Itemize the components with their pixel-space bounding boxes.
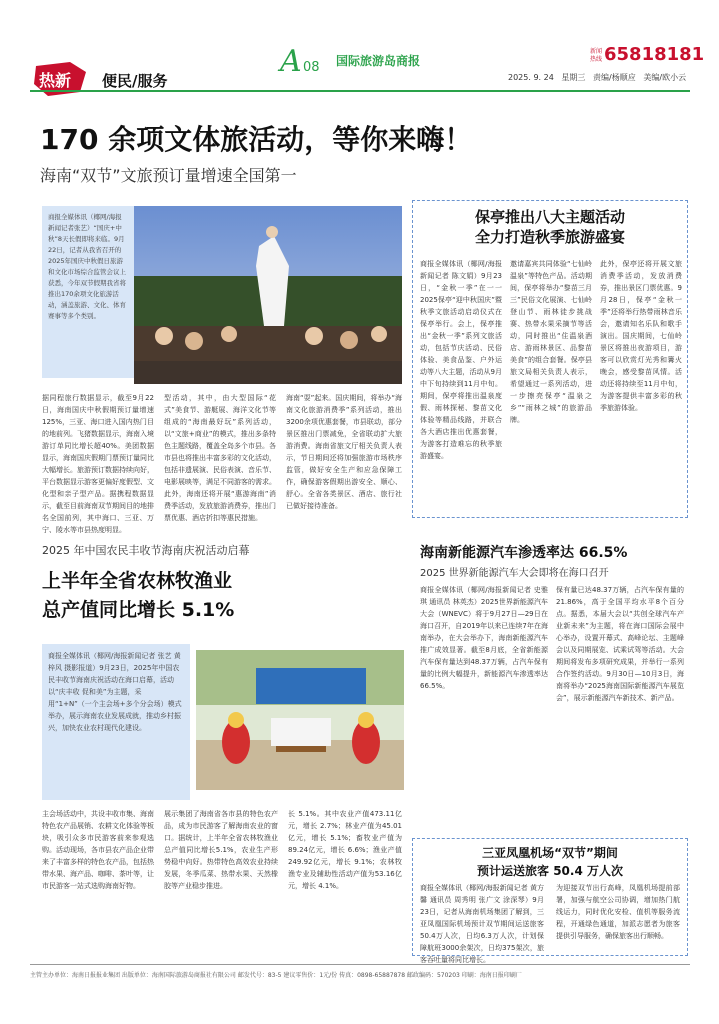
lead-body-col2: 型活动，其中，由大型国际“花式”美食节、游艇展、海洋文化节等组成的“海南最好玩”系列活动，以“文旅+商业”的模式，推出多条特色主题线路，覆盖全岛多个市县。各市县也将推出丰富多彩的文化活动，包括非遗展演、民俗表演、音乐节、电影展映等，满足不同游客的需求。此外，海南还将开展“惠游海南”消费季活动，发放旅游消费券，推出门票优惠、酒店折扣等惠民措施。 — [164, 394, 276, 522]
agri-photo — [196, 650, 404, 790]
airport-headline-1: 三亚凤凰机场“双节”期间 — [482, 846, 618, 860]
baoting-body-col1: 商报全媒体讯（椰网/海报新闻记者 陈文娟）9月23日，“金秋一季”在一一2025保亭“迎中秋国庆”暨秋季文旅活动启动仪式在保亭举行。会上，保亭推出“金秋一季”系列文旅活动，包括节庆活动、民俗体验、美食品鉴、户外运动等八大主题，活动从9月中下旬持续到11月中旬。期间，保亭将推出温泉度假、雨林探秘、黎苗文化体验等精品线路，并联合各大酒店推出优惠套餐，为游客打造难忘的秋季旅游盛宴。 — [420, 260, 502, 460]
agri-body-col3: 长 5.1%。其中农业产值473.11亿元，增长 2.7%；林业产值为45.01亿元，增长 5.1%；畜牧业产值为89.24亿元，增长 6.6%；渔业产值 249.92亿元，增长 9.1%；农林牧渔专业及辅助性活动产值为53.16亿元，增长 4.1%。 — [288, 810, 402, 890]
agri-headline-2: 总产值同比增长 5.1% — [42, 599, 235, 621]
agri-kicker: 2025 年中国农民丰收节海南庆祝活动启幕 — [42, 544, 250, 557]
section-logo-text: 热新 — [39, 71, 72, 90]
baoting-body-col2: 邀请嘉宾共同体验“七仙岭温泉”等特色产品。活动期间，保亭将举办“黎苗三月三”民俗文化展演、七仙岭登山节、雨林徒步挑战赛、热带水果采摘节等活动，同时推出“住温泉酒店、游雨林景区、品黎苗美食”的组合套餐。保亭县旅文局相关负责人表示，希望通过一系列活动，进一步擦亮保亭“温泉之乡”“雨林之城”的旅游品牌。 — [510, 260, 592, 424]
footer-rule — [30, 964, 690, 965]
ev-body-col2: 保有量已达48.37万辆，占汽车保有量的21.86%，高于全国平均水平8个百分点。据悉，本届大会以“共创全球汽车产业新未来”为主题，将在海口国际会展中心举办，设置开幕式、高峰论坛、主题峰会以及同期展览、试乘试驾等活动。大会期间将发布多项研究成果，并举行一系列合作签约活动。9月30日—10月3日，海南将举办“2025海南国际新能源汽车展览会”，展示新能源汽车新技术、新产品。 — [556, 586, 684, 702]
agri-intro-box — [42, 644, 190, 800]
agri-photo-image — [196, 650, 404, 790]
airport-headline-2: 预计运送旅客 50.4 万人次 — [477, 864, 623, 878]
page-letter: A — [280, 44, 302, 79]
lead-subhead: 海南“双节”文旅预订量增速全国第一 — [40, 166, 297, 185]
agri-body-col1: 主会场活动中，共设丰收市集、海南特色农产品展销、农耕文化体验等板块，吸引众多市民游客前来参观选购。活动现场，各市县农产品企业带来了丰富多样的特色农产品，包括热带水果、海产品、咖啡、茶叶等，让市民游客一站式选购海南好物。 — [42, 810, 154, 890]
hotline-label-bottom: 热线 — [590, 56, 603, 63]
ev-body-col1: 商报全媒体讯（椰网/海报新闻记者 史雅琪 通讯员 林英杰）2025世界新能源汽车大会（WNEVC）将于9月27日—29日在海口召开，自2019年以来已连续7年在海南举办，在大会举办下，海南新能源汽车推广成效显著。截至8月底，全省新能源汽车保有量达到48.37万辆，占汽车保有量的比例大幅提升，新能源汽车渗透率达66.5%。 — [420, 586, 548, 690]
baoting-headline-2: 全力打造秋季旅游盛宴 — [474, 228, 625, 246]
page-number: 08 — [303, 60, 320, 75]
section-logo — [30, 58, 90, 98]
baoting-body-col3: 此外，保亭还将开展文旅消费季活动，发放消费券，推出景区门票优惠。9月28日，保亭“金秋一季”还将举行热带雨林音乐会，邀请知名乐队和歌手演出。国庆期间，七仙岭景区将推出夜游项目，游客可以欣赏灯光秀和篝火晚会，感受黎苗风情。活动还将持续至11月中旬，为游客提供丰富多彩的秋季旅游体验。 — [600, 260, 682, 412]
paper-name: 国际旅游岛商报 — [336, 54, 421, 68]
airport-body-col1: 商报全媒体讯（椰网/海报新闻记者 黄方馨 通讯员 周秀明 张广文 涂深琴）9月23日，记者从海南机场集团了解到，三亚凤凰国际机场预计双节期间运送旅客50.4万人次，日均6.3万人次，计划保障航班3000余架次，日均375架次，旅客吞吐量将同比增长。 — [420, 884, 544, 964]
airport-body-col2: 为迎接双节出行高峰，凤凰机场提前部署，加强与航空公司协调，增加热门航线运力，同时优化安检、值机等服务流程，开通绿色通道，加派志愿者为旅客提供引导服务，确保旅客出行顺畅。 — [556, 884, 680, 940]
agri-headline-1: 上半年全省农林牧渔业 — [42, 570, 233, 592]
hotline-label-top: 新闻 — [590, 48, 603, 55]
lead-intro: 商报全媒体讯（椰网/海报新闻记者张艺）“国庆+中秋”8天长假即将来临。9月22日，记者从我省召开的2025年国庆中秋假日旅游和文化市场综合监管会议上获悉，今年双节假期我省将推出170余项文化旅游活动，涵盖旅游、文化、体育赛事等多个类别。 — [48, 213, 126, 320]
lead-body-col1: 据同程旅行数据显示，截至9月22日，海南国庆中秋假期预订量增速125%，三亚、海口进入国内热门目的地前列。飞猪数据显示，海南入境游订单同比增长超40%。美团数据显示，海南国庆假期门票预订量同比大幅增长。旅游预订数据持续向好，平台数据显示游客更偏好度假型、文化型和亲子型产品。据携程数据显示，截至目前海南双节期间目的地排名全国前列，其中海口、三亚、万宁、陵水等市县热度明显。 — [42, 394, 154, 534]
footer-imprint: 主管主办单位：海南日报报业集团 出版单位：海南国际旅游岛商报社有限公司 邮发代号：83-5 建议零售价：1元/份 传真：0898-65887878 邮政编码：570203 印刷：海南日报印刷厂 — [30, 972, 522, 979]
agri-intro: 商报全媒体讯（椰网/海报新闻记者 张艺 黄梓风 摄影报道）9月23日，2025年中国农民丰收节海南庆祝活动在海口启幕，活动以“庆丰收 促和美”为主题，采用“1+N”（一个主会场+多个分会场）模式举办，展示海南农业发展成就，推动乡村振兴，加快农业农村现代化建设。 — [48, 652, 182, 732]
page-title: 170 余项文体旅活动，等你来嗨！ — [40, 123, 473, 156]
lead-photo-image — [134, 206, 402, 384]
baoting-headline-1: 保亭推出八大主题活动 — [474, 208, 625, 226]
ev-headline: 海南新能源汽车渗透率达 66.5% — [420, 545, 628, 561]
lead-photo — [134, 206, 402, 384]
lead-body-col3: 海南“耍”起来。国庆期间，将举办“海南文化旅游消费季”系列活动，推出3200余项优惠套餐，市县联动，部分景区推出门票减免，全省联动扩大旅游消费。海南省旅文厅相关负责人表示，节日期间还将加强旅游市场秩序监管，做好安全生产和应急保障工作，确保游客假期出游安全、顺心、舒心。全省各类景区、酒店、旅行社已做好接待准备。 — [286, 394, 402, 510]
lead-intro-box — [42, 206, 134, 378]
ev-subhead: 2025 世界新能源汽车大会即将在海口召开 — [420, 568, 609, 579]
masthead-rule — [30, 90, 690, 92]
section-name: 便民/服务 — [102, 72, 168, 90]
hotline-number: 65818181 — [604, 44, 705, 65]
date-line: 2025. 9. 24 星期三 责编/杨顺应 美编/欧小云 — [508, 73, 687, 82]
agri-body-col2: 展示集团了海南省各市县的特色农产品，成为市民游客了解海南农业的窗口。据统计，上半年全省农林牧渔业总产值同比增长5.1%，农业生产形势稳中向好。热带特色高效农业持续发展，冬季瓜菜、热带水果、天然橡胶等产业稳步推进。 — [164, 810, 278, 890]
